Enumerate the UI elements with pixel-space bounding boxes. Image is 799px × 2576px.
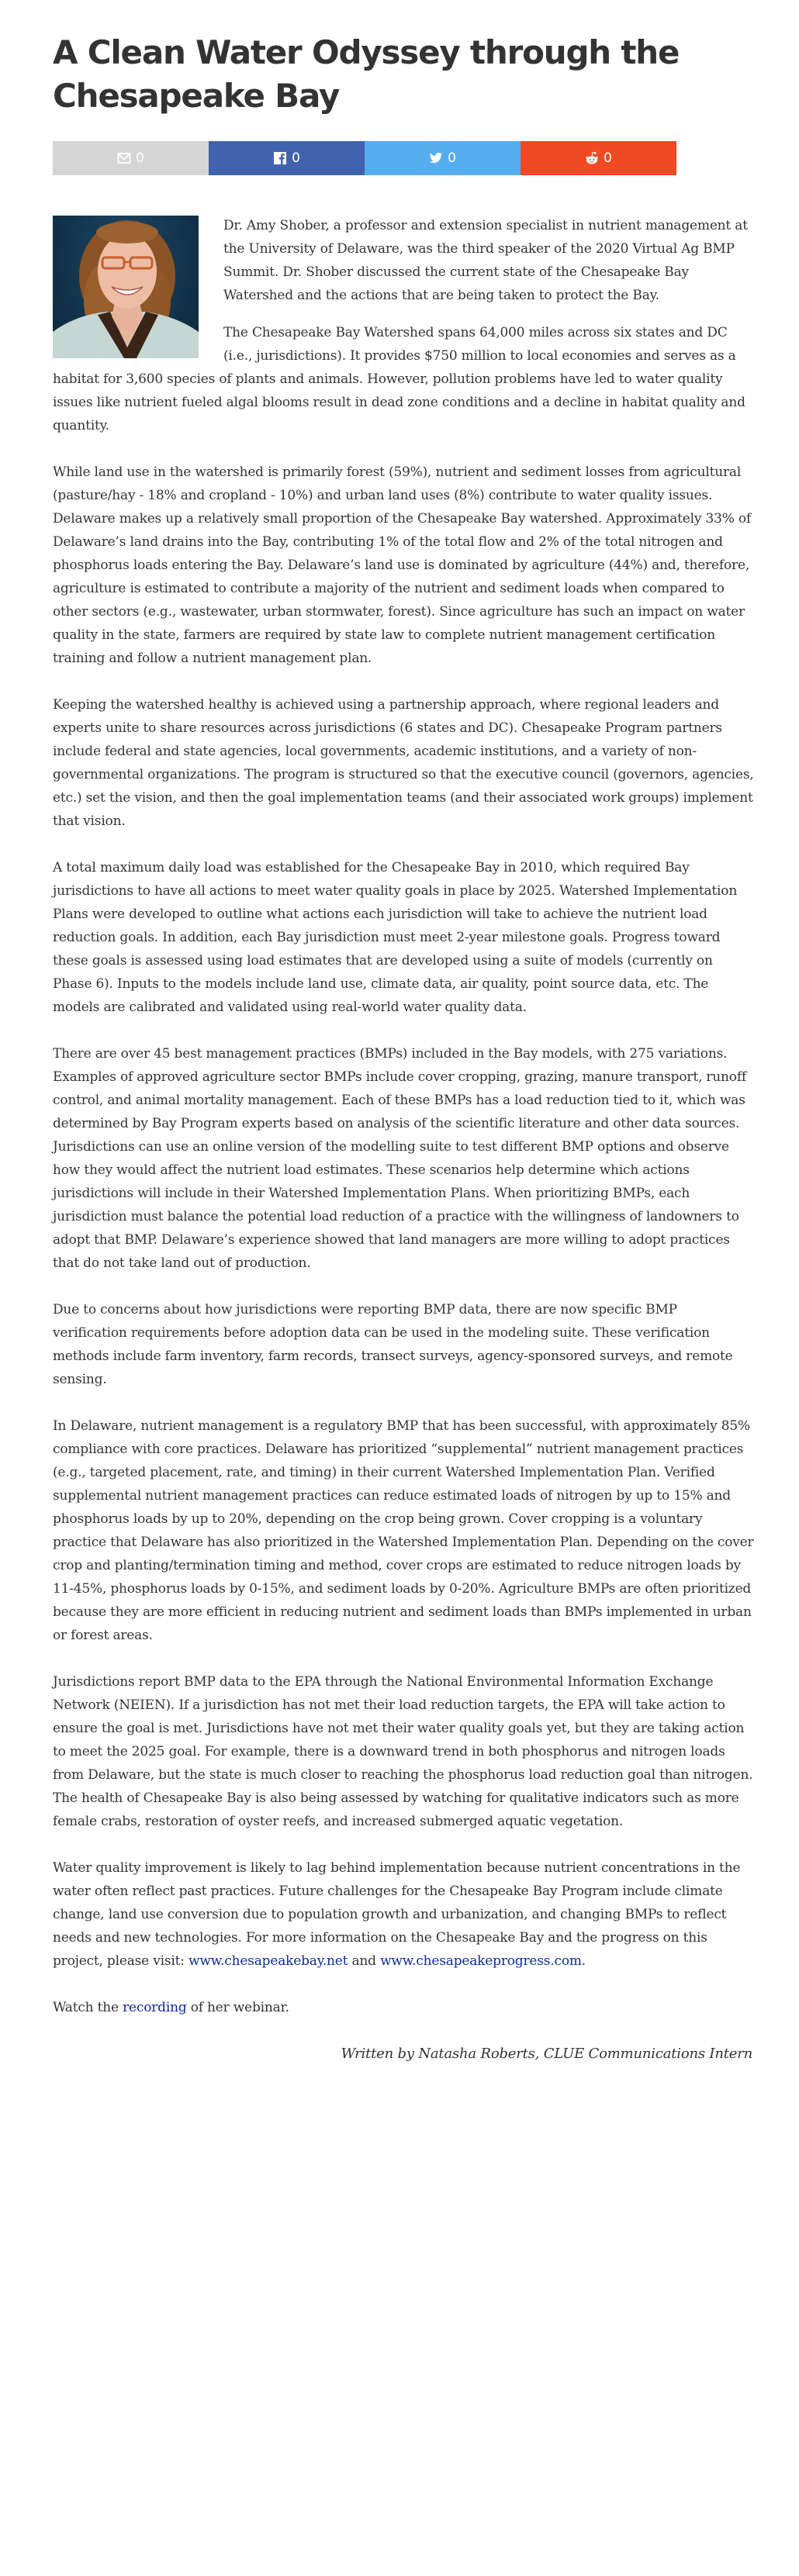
chesapeakebay-link[interactable]: www.chesapeakebay.net bbox=[189, 1953, 348, 1969]
share-twitter-count: 0 bbox=[448, 150, 456, 166]
paragraph: Keeping the watershed healthy is achieved using a partnership approach, where regional leaders and experts unite to share resources across jurisdictions (6 states and DC). Chesapeake Program partners include federal and state agencies, local governments, academic institutions, and a variety of non-governmental organizations. The program is structured so that the executive council (governors, agencies, etc.) set the vision, and then the goal implementation teams (and their associated work groups) implement that vision. bbox=[53, 697, 754, 829]
article-body bbox=[53, 214, 754, 2066]
reddit-icon bbox=[585, 151, 599, 165]
paragraph: In Delaware, nutrient management is a regulatory BMP that has been successful, with approximately 85% compliance with core practices. Delaware has prioritized “supplemental” nutrient management practices (e.g., targeted placement, rate, and timing) in their current Watershed Implementation Plan. Verified supplemental nutrient management practices can reduce estimated loads of nitrogen by up to 15% and phosphorus loads by up to 20%, depending on the crop being grown. Cover cropping is a voluntary practice that Delaware has also prioritized in the Watershed Implementation Plan. Depending on the cover crop and planting/termination timing and method, cover crops are estimated to reduce nitrogen loads by 11-45%, phosphorus loads by 0-15%, and sediment loads by 0-20%. Agriculture BMPs are often prioritized because they are more efficient in reducing nutrient and sediment loads than BMPs implemented in urban or forest areas. bbox=[53, 1418, 754, 1643]
paragraph: While land use in the watershed is primarily forest (59%), nutrient and sediment losses from agricultural (pasture/hay - 18% and cropland - 10%) and urban land uses (8%) contribute to water quality issues. Delaware makes up a relatively small proportion of the Chesapeake Bay watershed. Approximately 33% of Delaware’s land drains into the Bay, contributing 1% of the total flow and 2% of the total nitrogen and phosphorus loads entering the Bay. Delaware’s land use is dominated by agriculture (44%) and, therefore, agriculture is estimated to contribute a majority of the nutrient and sediment loads when compared to other sectors (e.g., wastewater, urban stormwater, forest). Since agriculture has such an impact on water quality in the state, farmers are required by state law to complete nutrient management certification training and follow a nutrient management plan. bbox=[53, 464, 751, 666]
paragraph: A total maximum daily load was established for the Chesapeake Bay in 2010, which required Bay jurisdictions to have all actions to meet water quality goals in place by 2025. Watershed Implementation Plans were developed to outline what actions each jurisdiction will take to achieve the nutrient load reduction goals. In addition, each Bay jurisdiction must meet 2-year milestone goals. Progress toward these goals is assessed using load estimates that are developed using a suite of models (currently on Phase 6). Inputs to the models include land use, climate data, air quality, point source data, etc. The models are calibrated and validated using real-world water quality data. bbox=[53, 860, 738, 1015]
envelope-icon bbox=[117, 151, 131, 165]
share-email-button[interactable] bbox=[53, 141, 209, 175]
paragraph: Dr. Amy Shober, a professor and extension specialist in nutrient management at the University of Delaware, was the third speaker of the 2020 Virtual Ag BMP Summit. Dr. Shober discussed the current state of the Chesapeake Bay Watershed and the actions that are being taken to protect the Bay. bbox=[223, 218, 748, 303]
closing-text: . bbox=[581, 1953, 586, 1969]
webinar-text: of her webinar. bbox=[186, 2000, 289, 2015]
article-title: A Clean Water Odyssey through the Chesapeake Bay bbox=[53, 33, 680, 115]
paragraph: Due to concerns about how jurisdictions were reporting BMP data, there are now specific BMP verification requirements before adoption data can be used in the modeling suite. These verification methods include farm inventory, farm records, transect surveys, agency-sponsored surveys, and remote sensing. bbox=[53, 1302, 733, 1387]
share-facebook-count: 0 bbox=[292, 150, 300, 166]
closing-text: and bbox=[348, 1953, 381, 1969]
article bbox=[53, 0, 754, 2066]
share-email-count: 0 bbox=[136, 150, 144, 166]
share-reddit-button[interactable] bbox=[521, 141, 676, 175]
speaker-photo bbox=[53, 216, 199, 358]
share-twitter-button[interactable] bbox=[365, 141, 521, 175]
webinar-paragraph bbox=[53, 1996, 754, 2019]
paragraph: The Chesapeake Bay Watershed spans 64,000 miles across six states and DC (i.e., jurisdictions). It provides $750 million to local economies and serves as a habitat for 3,600 species of plants and animals. However, pollution problems have led to water quality issues like nutrient fueled algal blooms result in dead zone conditions and a decline in habitat quality and quantity. bbox=[53, 325, 745, 433]
twitter-icon bbox=[429, 151, 443, 165]
share-bar bbox=[53, 141, 676, 175]
byline: Written by Natasha Roberts, CLUE Communications Intern bbox=[341, 2046, 752, 2062]
paragraph: Jurisdictions report BMP data to the EPA through the National Environmental Information Exchange Network (NEIEN). If a jurisdiction has not met their load reduction targets, the EPA will take action to ensure the goal is met. Jurisdictions have not met their water quality goals yet, but they are taking action to meet the 2025 goal. For example, there is a downward trend in both phosphorus and nitrogen loads from Delaware, but the state is much closer to reaching the phosphorus load reduction goal than nitrogen. The health of Chesapeake Bay is also being assessed by watching for qualitative indicators such as more female crabs, restoration of oyster reefs, and increased submerged aquatic vegetation. bbox=[53, 1674, 753, 1829]
chesapeakeprogress-link[interactable]: www.chesapeakeprogress.com bbox=[380, 1953, 582, 1969]
webinar-text: Watch the bbox=[53, 2000, 123, 2015]
closing-text: Water quality improvement is likely to lag behind implementation because nutrient concentrations in the water often reflect past practices. Future challenges for the Chesapeake Bay Program include climate change, land use conversion due to population growth and urbanization, and changing BMPs to reflect needs and new technologies. For more information on the Chesapeake Bay and the progress on this project, please visit: bbox=[53, 1860, 741, 1969]
recording-link[interactable]: recording bbox=[123, 2000, 187, 2015]
share-reddit-count: 0 bbox=[604, 150, 612, 166]
facebook-icon bbox=[273, 151, 287, 165]
paragraph: There are over 45 best management practices (BMPs) included in the Bay models, with 275 variations. Examples of approved agriculture sector BMPs include cover cropping, grazing, manure transport, runoff control, and animal mortality management. Each of these BMPs has a load reduction tied to it, which was determined by Bay Program experts based on analysis of the scientific literature and other data sources. Jurisdictions can use an online version of the modelling suite to test different BMP options and observe how they would affect the nutrient load estimates. These scenarios help determine which actions jurisdictions will include in their Watershed Implementation Plans. When prioritizing BMPs, each jurisdiction must balance the potential load reduction of a practice with the willingness of landowners to adopt that BMP. Delaware’s experience showed that land managers are more willing to adopt practices that do not take land out of production. bbox=[53, 1046, 746, 1271]
portrait-image bbox=[53, 216, 199, 358]
closing-paragraph bbox=[53, 1856, 754, 1973]
share-facebook-button[interactable] bbox=[209, 141, 365, 175]
